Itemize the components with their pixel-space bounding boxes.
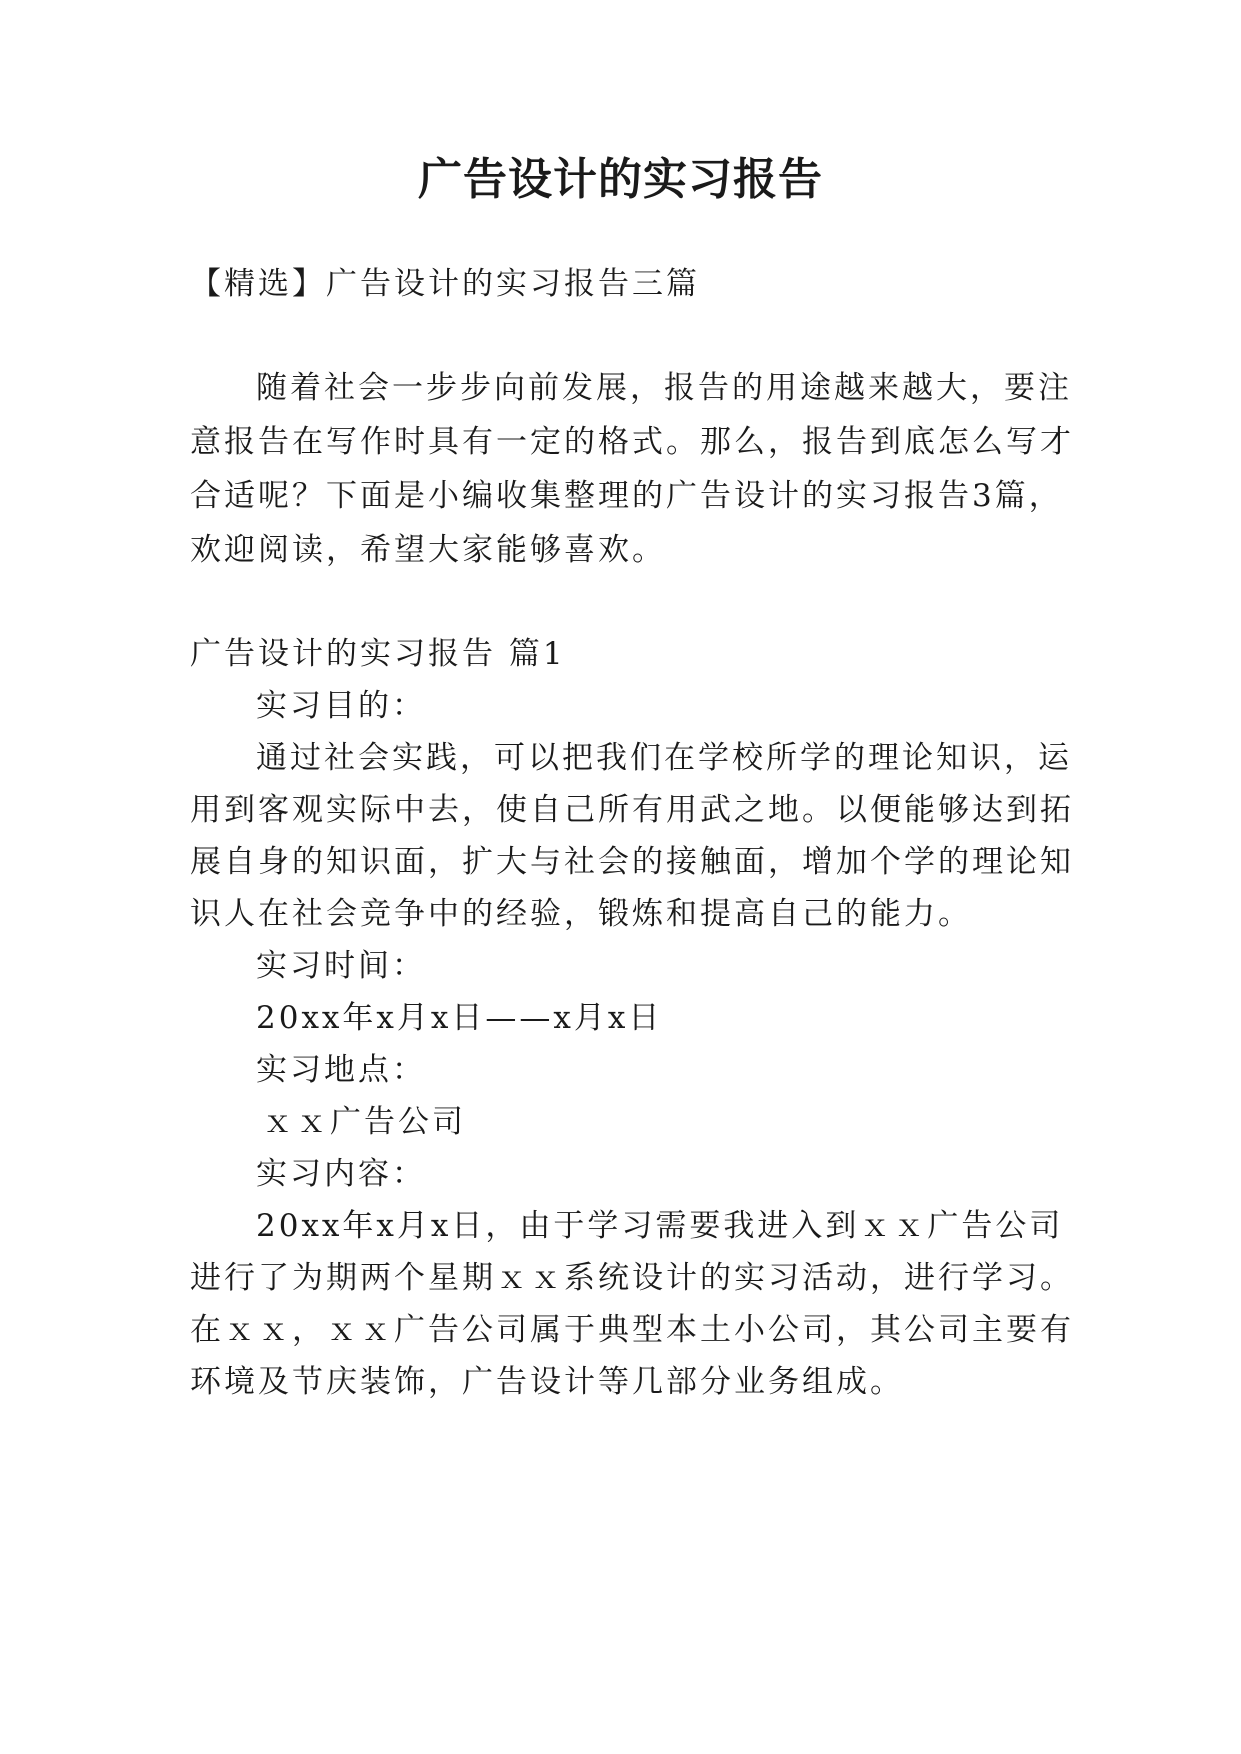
purpose-line-2: 用到客观实际中去，使自己所有用武之地。以便能够达到拓	[190, 792, 1074, 828]
time-label: 实习时间：	[256, 948, 426, 984]
intro-line-2: 意报告在写作时具有一定的格式。那么，报告到底怎么写才	[190, 424, 1074, 460]
document-title: 广告设计的实习报告	[418, 154, 823, 205]
content-line-3: 在ｘｘ，ｘｘ广告公司属于典型本土小公司，其公司主要有	[190, 1312, 1074, 1348]
content-label: 实习内容：	[256, 1156, 426, 1192]
purpose-line-3: 展自身的知识面，扩大与社会的接触面，增加个学的理论知	[190, 844, 1074, 880]
intro-line-3: 合适呢？下面是小编收集整理的广告设计的实习报告3篇，	[190, 478, 1063, 514]
intro-line-1: 随着社会一步步向前发展，报告的用途越来越大，要注	[256, 370, 1072, 406]
content-line-2: 进行了为期两个星期ｘｘ系统设计的实习活动，进行学习。	[190, 1260, 1074, 1296]
content-line-4: 环境及节庆装饰，广告设计等几部分业务组成。	[190, 1364, 904, 1400]
place-value: ｘｘ广告公司	[262, 1104, 466, 1140]
place-label: 实习地点：	[256, 1052, 426, 1088]
content-line-1: 20xx年x月x日，由于学习需要我进入到ｘｘ广告公司	[256, 1208, 1064, 1244]
purpose-line-4: 识人在社会竞争中的经验，锻炼和提高自己的能力。	[190, 896, 972, 932]
document-subtitle: 【精选】广告设计的实习报告三篇	[190, 266, 700, 302]
intro-line-4: 欢迎阅读，希望大家能够喜欢。	[190, 532, 666, 568]
purpose-line-1: 通过社会实践，可以把我们在学校所学的理论知识，运	[256, 740, 1072, 776]
section-heading: 广告设计的实习报告 篇1	[190, 636, 566, 672]
purpose-label: 实习目的：	[256, 688, 426, 724]
time-value: 20xx年x月x日——x月x日	[256, 1000, 663, 1036]
